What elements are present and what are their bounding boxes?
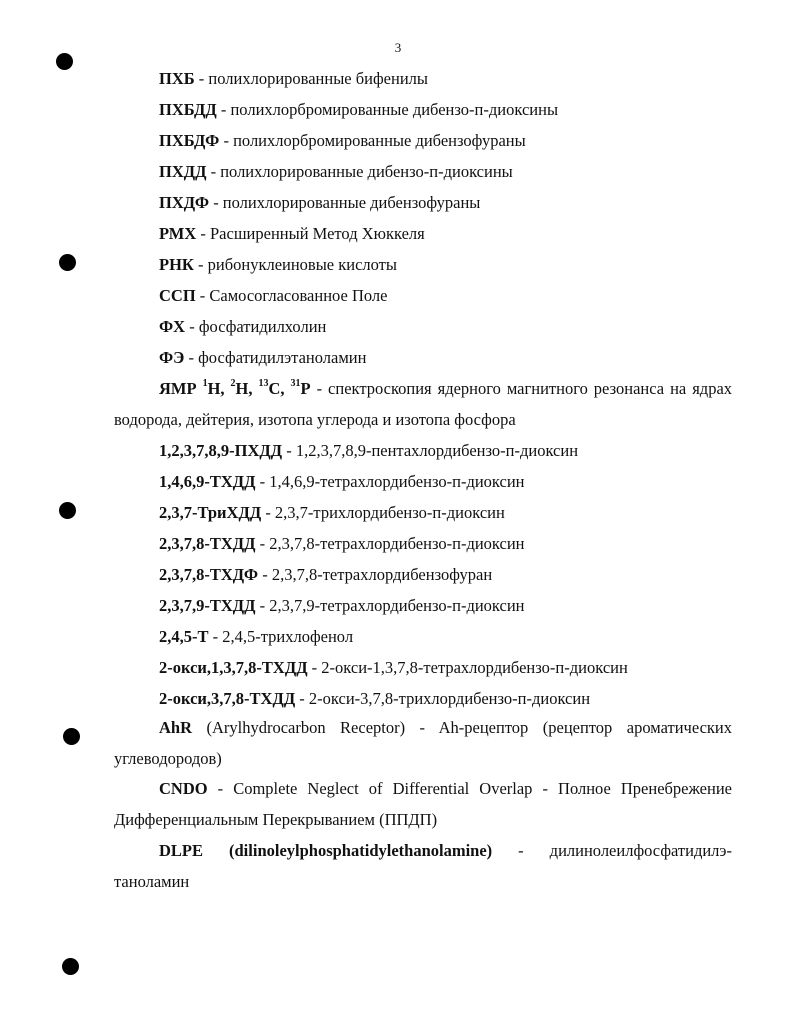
term-part: ЯМР [159, 379, 203, 398]
glossary-term: РНК [159, 255, 194, 274]
glossary-entry [114, 156, 732, 187]
punch-hole-dot [63, 728, 80, 745]
glossary-definition: - 2-окси-1,3,7,8-тетрахлордибензо-п-диоксин [307, 658, 628, 677]
punch-hole-dot [59, 254, 76, 271]
glossary-term: ПХБДД [159, 100, 217, 119]
glossary-term: 2,3,7,9-ТХДД [159, 596, 256, 615]
glossary-definition: - полихлорированные бифенилы [194, 69, 428, 88]
glossary-entry [114, 125, 732, 156]
glossary-entry [114, 683, 732, 714]
glossary-entry [114, 621, 732, 652]
punch-hole-dot [62, 958, 79, 975]
glossary-entry [114, 94, 732, 125]
glossary-definition: - 2,3,7,8-тетрахлордибензо-п-диоксин [255, 534, 525, 553]
glossary-entry [114, 187, 732, 218]
glossary-term: ССП [159, 286, 196, 305]
glossary-entry [114, 218, 732, 249]
glossary-term [159, 379, 311, 398]
glossary-definition: - рибонуклеиновые кислоты [193, 255, 397, 274]
glossary-definition: - фосфатидилэтаноламин [184, 348, 367, 367]
term-part: P [300, 379, 311, 398]
glossary-term: ПХДД [159, 162, 207, 181]
glossary-entry [114, 652, 732, 683]
glossary-definition: - 2,3,7-трихлордибензо-п-диоксин [261, 503, 505, 522]
glossary-definition: - 2,3,7,9-тетрахлордибензо-п-диоксин [255, 596, 525, 615]
glossary-term: 1,2,3,7,8,9-ПХДД [159, 441, 283, 460]
isotope-superscript: 31 [290, 378, 301, 389]
glossary-term: 2-окси,3,7,8-ТХДД [159, 689, 296, 708]
glossary-definition: - Расширенный Метод Хюккеля [196, 224, 425, 243]
isotope-superscript: 2 [230, 378, 236, 389]
glossary-term: 2,3,7-ТриХДД [159, 503, 262, 522]
term-part: H, [207, 379, 231, 398]
glossary-entry [114, 311, 732, 342]
glossary-definition: - фосфатидилхолин [185, 317, 327, 336]
glossary-entry [114, 835, 732, 897]
glossary-entry [114, 249, 732, 280]
glossary-definition: - Complete Neglect of Differential Overlap - Полное Пренебрежение Дифференциальным Перекрыванием (ППДП) [114, 779, 732, 829]
glossary-definition: - полихлорбромированные дибензо-п-диоксины [216, 100, 559, 119]
punch-hole-dot [56, 53, 73, 70]
glossary-entry [114, 466, 732, 497]
glossary-entry [114, 435, 732, 466]
glossary-term: ПХБ [159, 69, 195, 88]
punch-hole-dot [59, 502, 76, 519]
glossary-entry [114, 497, 732, 528]
glossary-definition: - полихлорированные дибензофураны [209, 193, 481, 212]
glossary-definition: - полихлорбромированные дибензофураны [219, 131, 526, 150]
glossary-term: ФЭ [159, 348, 185, 367]
glossary-definition: - 2,4,5-трихлофенол [208, 627, 354, 646]
glossary-term: 2,4,5-Т [159, 627, 209, 646]
term-part: C, [268, 379, 291, 398]
glossary-entry [114, 528, 732, 559]
glossary-term: 2-окси,1,3,7,8-ТХДД [159, 658, 308, 677]
glossary-term: ПХДФ [159, 193, 210, 212]
glossary-term: ФХ [159, 317, 186, 336]
glossary-entry [114, 280, 732, 311]
glossary-definition: - дилинолеилфосфатидилэ-таноламин [114, 841, 732, 891]
glossary-term: AhR [159, 718, 193, 737]
glossary-entry [114, 342, 732, 373]
isotope-superscript: 1 [202, 378, 208, 389]
glossary-entry [114, 712, 732, 774]
glossary-definition: - полихлорированные дибензо-п-диоксины [206, 162, 513, 181]
glossary-entry [114, 590, 732, 621]
glossary-term: CNDO [159, 779, 208, 798]
glossary-entry [114, 63, 732, 94]
glossary-term: 1,4,6,9-ТХДД [159, 472, 256, 491]
glossary-entry [114, 559, 732, 590]
glossary-definition: - 1,4,6,9-тетрахлордибензо-п-диоксин [255, 472, 525, 491]
isotope-superscript: 13 [258, 378, 269, 389]
page-number: 3 [394, 40, 402, 55]
glossary-term: РМХ [159, 224, 197, 243]
glossary-term: 2,3,7,8-ТХДФ [159, 565, 259, 584]
glossary-definition: - спектроскопия ядерного магнитного резонанса на ядрах водорода, дейтерия, изотопа углерода и изотопа фосфора [114, 379, 733, 429]
glossary-definition: - Самосогласованное Поле [195, 286, 388, 305]
term-part: H, [235, 379, 259, 398]
glossary-entry [114, 373, 732, 435]
glossary-term: ПХБДФ [159, 131, 220, 150]
glossary-term: 2,3,7,8-ТХДД [159, 534, 256, 553]
glossary-definition: - 2,3,7,8-тетрахлордибензофуран [258, 565, 493, 584]
glossary-definition: - 2-окси-3,7,8-трихлордибензо-п-диоксин [295, 689, 591, 708]
glossary-entry [114, 773, 732, 835]
glossary-term: DLPE (dilinoleylphosphatidylethanolamine) [159, 841, 493, 860]
glossary-definition: (Arylhydrocarbon Receptor) - Ah-рецептор (рецептор ароматических углеводородов) [114, 718, 732, 768]
glossary-definition: - 1,2,3,7,8,9-пентахлордибензо-п-диоксин [282, 441, 579, 460]
